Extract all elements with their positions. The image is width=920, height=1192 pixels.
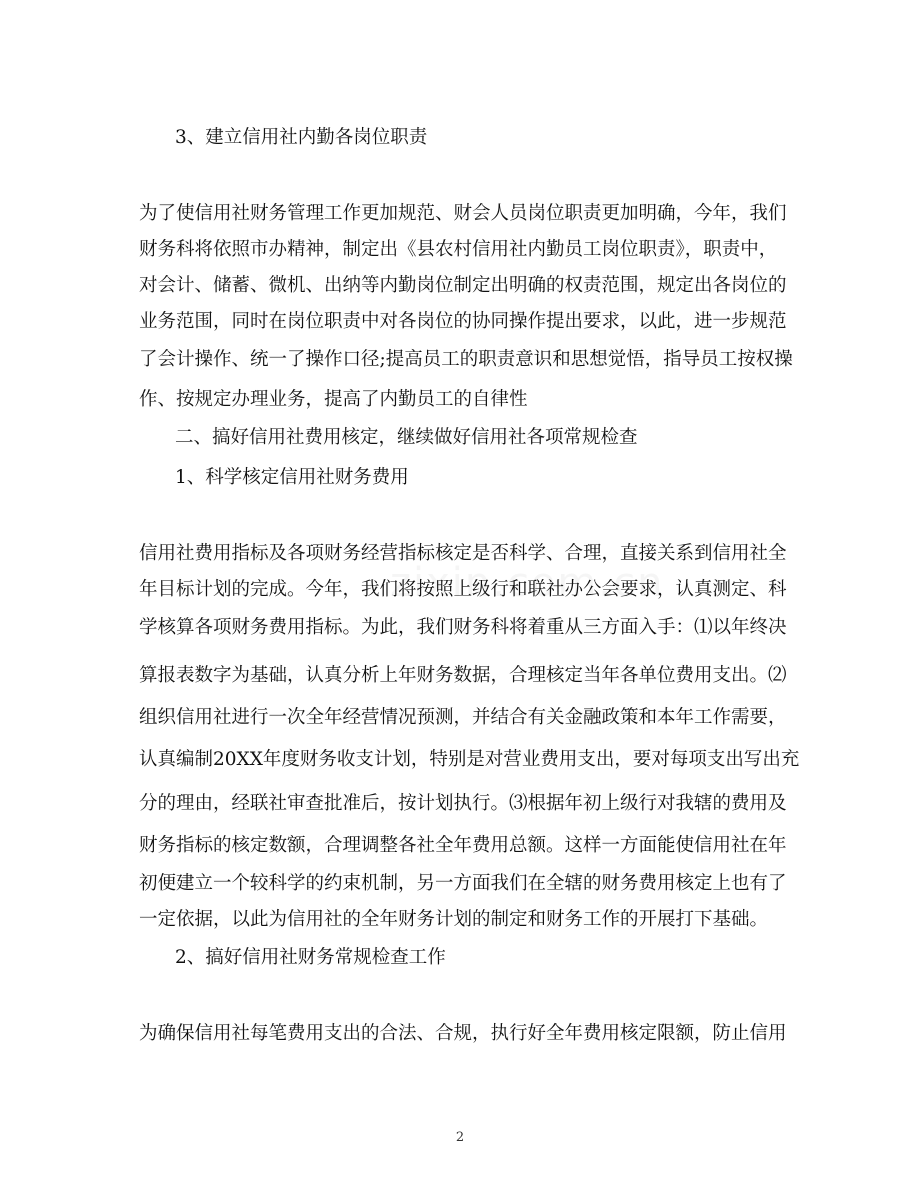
paragraph-line: 初便建立一个较科学的约束机制，另一方面我们在全辖的财务费用核定上也有了 [139,873,787,894]
paragraph-line: 业务范围，同时在岗位职责中对各岗位的协同操作提出要求，以此，进一步规范 [139,311,787,332]
paragraph-line: 分的理由，经联社审查批准后，按计划执行。⑶根据年初上级行对我辖的费用及 [139,793,787,814]
subsection-heading: 1、科学核定信用社财务费用 [175,467,409,488]
paragraph-line: 对会计、储蓄、微机、出纳等内勤岗位制定出明确的权责范围，规定出各岗位的 [139,275,787,296]
paragraph-line: 财务指标的核定数额，合理调整各社全年费用总额。这样一方面能使信用社在年 [139,835,787,856]
paragraph-line: 了会计操作、统一了操作口径;提高员工的职责意识和思想觉悟，指导员工按权操 [139,349,793,370]
section-heading: 3、建立信用社内勤各岗位职责 [175,127,428,148]
paragraph-line: 一定依据，以此为信用社的全年财务计划的制定和财务工作的开展打下基础。 [139,909,769,930]
paragraph-line: 算报表数字为基础，认真分析上年财务数据，合理核定当年各单位费用支出。⑵ [139,665,787,686]
paragraph-line: 作、按规定办理业务，提高了内勤员工的自律性 [139,389,528,410]
paragraph-line: 组织信用社进行一次全年经营情况预测，并结合有关金融政策和本年工作需要， [139,707,787,728]
paragraph-line: 学核算各项财务费用指标。为此，我们财务科将着重从三方面入手：⑴以年终决 [139,617,787,638]
paragraph-line: 为确保信用社每笔费用支出的合法、合规，执行好全年费用核定限额，防止信用 [139,1023,787,1044]
subsection-heading: 2、搞好信用社财务常规检查工作 [175,947,446,968]
section-heading: 二、搞好信用社费用核定，继续做好信用社各项常规检查 [175,427,638,448]
paragraph-line: 财务科将依照市办精神，制定出《县农村信用社内勤员工岗位职责》，职责中， [139,239,778,260]
paragraph-line: 为了使信用社财务管理工作更加规范、财会人员岗位职责更加明确，今年，我们 [139,203,787,224]
paragraph-line: 认真编制20XX年度财务收支计划，特别是对营业费用支出，要对每项支出写出充 [139,749,800,770]
paragraph-line: 年目标计划的完成。今年，我们将按照上级行和联社办公会要求，认真测定、科 [139,579,787,600]
page-number: 2 [455,1130,465,1145]
paragraph-line: 信用社费用指标及各项财务经营指标核定是否科学、合理，直接关系到信用社全 [139,543,787,564]
